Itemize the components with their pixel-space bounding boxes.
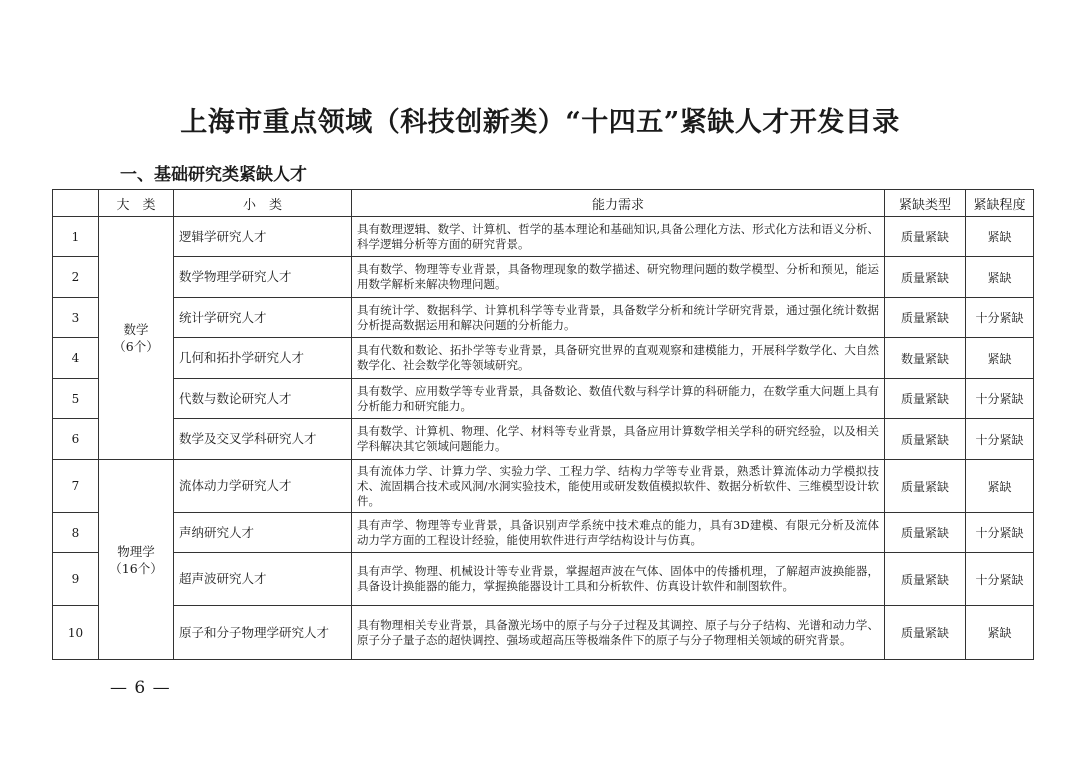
header-subcategory: 小 类: [174, 190, 352, 217]
shortage-type: 质量紧缺: [885, 217, 966, 257]
shortage-degree: 紧缺: [966, 338, 1034, 379]
shortage-degree: 紧缺: [966, 460, 1034, 513]
subcategory: 数学物理学研究人才: [174, 257, 352, 298]
header-shortage-type: 紧缺类型: [885, 190, 966, 217]
category-name: 数学: [123, 322, 149, 337]
requirement: 具有数学、物理等专业背景，具备物理现象的数学描述、研究物理问题的数学模型、分析和预见，能运用数学解析来解决物理问题。: [352, 257, 885, 298]
header-category: 大 类: [99, 190, 174, 217]
shortage-degree: 紧缺: [966, 606, 1034, 660]
shortage-degree: 十分紧缺: [966, 379, 1034, 419]
table-row: [53, 553, 1034, 606]
shortage-type: 质量紧缺: [885, 379, 966, 419]
category-physics: [99, 460, 174, 660]
table-row: [53, 217, 1034, 257]
row-number: 4: [53, 338, 99, 379]
requirement: 具有流体力学、计算力学、实验力学、工程力学、结构力学等专业背景，熟悉计算流体动力学模拟技术、流固耦合技术或风洞/水洞实验技术，能使用或研发数值模拟软件、数据分析软件、三维模型设计软件。: [352, 460, 885, 513]
requirement: 具有声学、物理、机械设计等专业背景，掌握超声波在气体、固体中的传播机理，了解超声波换能器，具备设计换能器的能力，掌握换能器设计工具和分析软件、仿真设计软件和制图软件。: [352, 553, 885, 606]
subcategory: 代数与数论研究人才: [174, 379, 352, 419]
requirement: 具有数学、计算机、物理、化学、材料等专业背景，具备应用计算数学相关学科的研究经验，以及相关学科解决其它领域问题能力。: [352, 419, 885, 460]
page-number: — 6 —: [110, 678, 171, 698]
section-heading: 一、基础研究类紧缺人才: [120, 165, 307, 185]
shortage-degree: 十分紧缺: [966, 553, 1034, 606]
requirement: 具有统计学、数据科学、计算机科学等专业背景，具备数学分析和统计学研究背景，通过强化统计数据分析提高数据运用和解决问题的分析能力。: [352, 298, 885, 338]
category-name: 物理学: [117, 543, 155, 559]
header-number: [53, 190, 99, 217]
page-title: 上海市重点领域（科技创新类）“十四五”紧缺人才开发目录: [180, 107, 900, 138]
category-count: （16个）: [109, 560, 163, 576]
shortage-degree: 紧缺: [966, 257, 1034, 298]
shortage-type: 数量紧缺: [885, 338, 966, 379]
table-row: [53, 379, 1034, 419]
row-number: 1: [53, 217, 99, 257]
shortage-type: 质量紧缺: [885, 606, 966, 660]
shortage-degree: 十分紧缺: [966, 419, 1034, 460]
requirement: 具有代数和数论、拓扑学等专业背景，具备研究世界的直观观察和建模能力，开展科学数学化、大自然数学化、社会数学化等领域研究。: [352, 338, 885, 379]
header-requirements: 能力需求: [352, 190, 885, 217]
subcategory: 流体动力学研究人才: [174, 460, 352, 513]
table-row: [53, 338, 1034, 379]
table-header-row: [53, 190, 1034, 217]
category-math: [99, 217, 174, 460]
row-number: 5: [53, 379, 99, 419]
requirement: 具有物理相关专业背景，具备激光场中的原子与分子过程及其调控、原子与分子结构、光谱和动力学、原子分子量子态的超快调控、强场或超高压等极端条件下的原子与分子物理相关领域的研究背景。: [352, 606, 885, 660]
shortage-type: 质量紧缺: [885, 298, 966, 338]
row-number: 8: [53, 513, 99, 553]
shortage-degree: 十分紧缺: [966, 298, 1034, 338]
row-number: 10: [53, 606, 99, 660]
subcategory: 统计学研究人才: [174, 298, 352, 338]
subcategory: 原子和分子物理学研究人才: [174, 606, 352, 660]
requirement: 具有数学、应用数学等专业背景，具备数论、数值代数与科学计算的科研能力，在数学重大问题上具有分析能力和研究能力。: [352, 379, 885, 419]
shortage-type: 质量紧缺: [885, 419, 966, 460]
subcategory: 数学及交叉学科研究人才: [174, 419, 352, 460]
shortage-type: 质量紧缺: [885, 553, 966, 606]
table-row: [53, 460, 1034, 513]
shortage-type: 质量紧缺: [885, 257, 966, 298]
row-number: 7: [53, 460, 99, 513]
subcategory: 几何和拓扑学研究人才: [174, 338, 352, 379]
row-number: 6: [53, 419, 99, 460]
talent-catalog-table: [52, 189, 1034, 660]
shortage-type: 质量紧缺: [885, 460, 966, 513]
table-row: [53, 298, 1034, 338]
table-row: [53, 419, 1034, 460]
category-count: （6个）: [113, 339, 159, 354]
shortage-degree: 十分紧缺: [966, 513, 1034, 553]
table-row: [53, 513, 1034, 553]
row-number: 9: [53, 553, 99, 606]
table-row: [53, 606, 1034, 660]
subcategory: 声纳研究人才: [174, 513, 352, 553]
subcategory: 超声波研究人才: [174, 553, 352, 606]
shortage-degree: 紧缺: [966, 217, 1034, 257]
subcategory: 逻辑学研究人才: [174, 217, 352, 257]
table-row: [53, 257, 1034, 298]
row-number: 3: [53, 298, 99, 338]
requirement: 具有声学、物理等专业背景，具备识别声学系统中技术难点的能力，具有3D建模、有限元分析及流体动力学方面的工程设计经验，能使用软件进行声学结构设计与仿真。: [352, 513, 885, 553]
shortage-type: 质量紧缺: [885, 513, 966, 553]
header-shortage-degree: 紧缺程度: [966, 190, 1034, 217]
requirement: 具有数理逻辑、数学、计算机、哲学的基本理论和基础知识,具备公理化方法、形式化方法和语义分析、科学逻辑分析等方面的研究背景。: [352, 217, 885, 257]
row-number: 2: [53, 257, 99, 298]
